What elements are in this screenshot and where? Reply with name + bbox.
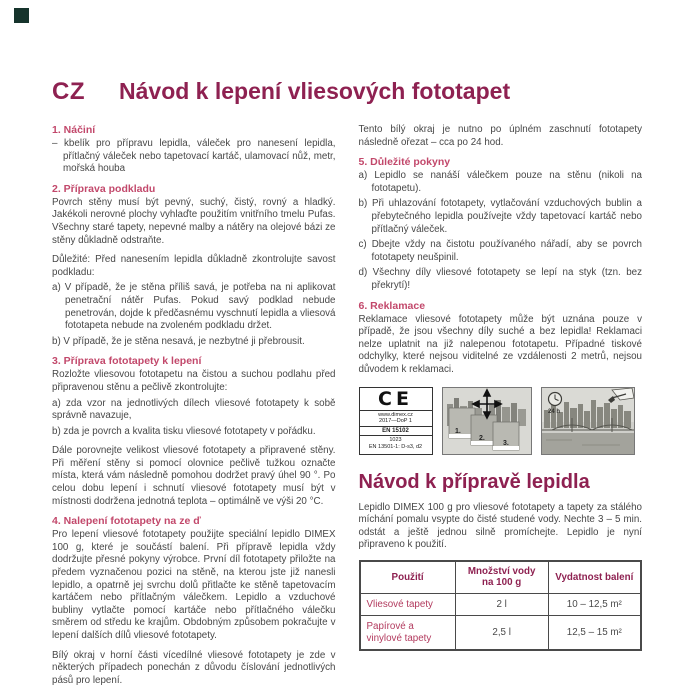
section-3-heading: 3. Příprava fototapety k lepení [52,355,202,368]
section-4-heading: 4. Nalepení fototapety na ze ď [52,515,201,528]
ce-mark-icon: CE [378,387,413,410]
column-header-coverage: Vydatnost balení [548,561,641,594]
coverage-value: 10 – 12,5 m² [548,593,641,616]
ce-website: www.dimex.cz [378,411,413,418]
section-3-item-a: a) zda vzor na jednotlivých dílech vliesové fototapety k sobě správně navazuje, [52,397,336,422]
section-3-paragraph-2: Dále porovnejte velikost vliesové fototapety a připravené stěny. Při měření stěny si pomocí olovnice pečlivě tužkou označte místa, která vám následně pomohou dodržet pravý úhel 90 °. Po celou dobu lepení i schnutí vliesové fototapety musí být v místnosti dodržena jednotná teplota – optimálně ve výši 20 °C. [52,445,336,507]
column-header-water: Množství vody na 100 g [455,561,548,594]
hanging-order-diagram [442,387,532,455]
section-3-item-b: b) zda je povrch a kvalita tisku vliesové fototapety v pořádku. [52,425,316,437]
section-5-item-c: c) Dbejte vždy na čistotu používaného nářadí, aby se povrch fototapety neušpinil. [358,239,642,263]
ce-certification-label [359,387,433,455]
ce-dop-number: 2017—DoP 1 [379,418,412,424]
certification-images-row [359,387,643,455]
section-5-item-b: b) Při uhlazování fototapety, vytlačování vzduchových bublin a přebytečného lepidla používejte vždy tapetovací kartáč nebo přítlačný váleček. [358,198,642,235]
corner-color-square [14,8,29,23]
panel-2-label: 2. [478,434,485,442]
section-1-tools-list: – kbelík pro přípravu lepidla, váleček pro nanesení lepidla, přítlačný váleček nebo tapetovací kartáč, ulamovací nůž, metr, mořská houba [52,138,336,175]
glue-instructions-paragraph: Lepidlo DIMEX 100 g pro vliesové fototapety a tapety za stálého míchání pomalu vsypte do čisté studené vody. Nechte 3 – 5 min. odstát a ještě jednou silně promíchejte. Lepidlo je nyní připraveno k použití. [358,501,642,551]
section-4-paragraph-2: Bílý okraj v horní části vícedílné vliesové fototapety je zde v některých případech ponechán z důvodu číslování jednotlivých pásů pro lepení. [52,649,336,686]
section-3-paragraph: Rozložte vliesovou fototapetu na čistou a suchou podlahu před připravenou stěnu a pečlivě zkontrolujte: [52,369,336,393]
ce-fire-classification [360,435,432,451]
two-column-body [52,124,642,690]
section-2-paragraph: Povrch stěny musí být pevný, suchý, čistý, rovný a hladký. Jakékoli nerovné plochy vyhlaďte použitím vnitřního tmelu Pufas. Všechny staré tapety, nepevné malby a nátěry na olejové bázi ze stěny důkladně odstraňte. [52,196,336,246]
section-5-heading: 5. Důležité pokyny [358,156,451,169]
section-2-important-note: Důležité: Před nanesením lepidla důkladně zkontrolujte savost podkladu: [52,254,336,278]
water-value: 2 l [455,593,548,616]
doc-header [52,78,510,106]
section-2-item-b: b) V případě, že je stěna nesavá, je nezbytné ji přebrousit. [52,335,305,347]
right-column [359,124,643,690]
panel-order-illustration [443,388,531,454]
ce-en-standard: EN 15102 [360,426,432,436]
use-value: Vliesové tapety [360,593,456,616]
column-header-use: Použití [360,561,456,594]
table-row-nonwoven [360,593,642,616]
ce-notified-body-number: 1023 [389,437,402,443]
clock-24h-label: 24 h [547,408,560,415]
panel-1-label: 1. [454,427,461,435]
section-6-paragraph: Reklamace vliesové fototapety může být uznána pouze v případě, že jsou všechny díly suché a bez lepidla! Reklamaci nelze uplatnit na již nalepenou fototapetu. Případné tiskové odchylky, které nejsou viditelné ze vzdálenosti 2 metrů, nejsou důvodem k reklamaci. [358,313,642,375]
section-2-item-a: a) V případě, že je stěna příliš savá, je potřeba na ni aplikovat penetrační nátěr Pufas. Pokud savý podklad nebude penetrován, dojde k předčasnému vyschnutí lepidla a vliesová fototapeta nebude na zvoleném podkladu držet. [52,282,336,332]
ce-label-website-dop [360,410,432,426]
ce-fire-class: EN 13501-1: D-s3, d2 [368,443,423,450]
panel-3-label: 3. [502,439,509,447]
glue-section-title: Návod k přípravě lepidla [358,470,590,493]
trim-intro-paragraph: Tento bílý okraj je nutno po úplném zaschnutí fototapety následně ořezat – cca po 24 hod. [358,124,642,148]
left-column [52,124,336,690]
section-2-heading: 2. Příprava podkladu [52,182,156,195]
table-row-paper-vinyl [360,616,642,651]
page-title: Návod k lepení vliesových fototapet [119,78,511,104]
use-value: Papírové a vinylové tapety [360,616,456,651]
section-5-item-a: a) Lepidlo se nanáší válečkem pouze na stěnu (nikoli na fototapetu). [358,170,642,194]
section-6-heading: 6. Reklamace [358,299,426,312]
section-4-paragraph: Pro lepení vliesové fototapety použijte speciální lepidlo DIMEX 100 g, které je součástí balení. Při přípravě lepidla vždy dodržujte přesné pokyny výrobce. První díl fototapety přiložte na předem vyznačenou pozici na stěně, na kterou jste již nanesli lepidlo, a opatrně jej svrchu dolů přitlačte ke stěně tapetovacím kartáčem nebo přítlačným válečkem. Lepidlo a vzduchové bubliny vytlačte pomocí kartáče nebo přítlačného válečku směrem od středu ke krajům. Obdobným způsobem pokračujte v lepení dalších dílů vliesové fototapety. [52,529,336,641]
table-header-row [360,561,642,594]
language-code-label: CZ [52,78,85,105]
clock-24h-icon [548,392,562,415]
coverage-value: 12,5 – 15 m² [548,616,641,651]
section-5-item-d: d) Všechny díly vliesové fototapety se lepí na styk (tzn. bez překrytí)! [358,267,642,291]
section-1-heading: 1. Náčiní [52,124,96,136]
trim-after-24h-illustration [541,387,635,455]
glue-ratio-table [359,560,643,652]
water-value: 2,5 l [455,616,548,651]
city-panorama-illustration [542,388,634,454]
